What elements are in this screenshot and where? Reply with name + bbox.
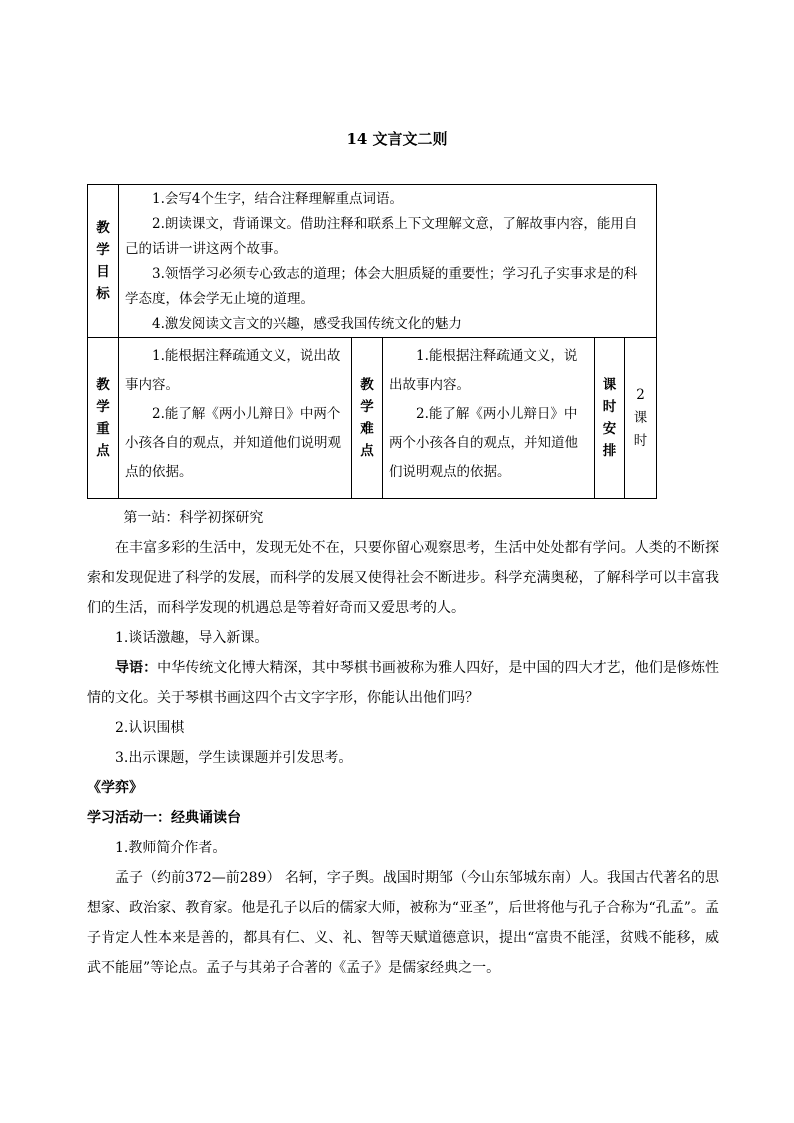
guide-paragraph <box>87 653 719 713</box>
goal-item: 4.激发阅读文言文的兴趣，感受我国传统文化的魅力 <box>152 316 462 332</box>
step-1: 1.谈话激趣，导入新课。 <box>115 630 269 646</box>
guide-text: 中华传统文化博大精深，其中琴棋书画被称为雅人四好，是中国的四大才艺，他们是修炼性情的文化。关于琴棋书画这四个古文字字形，你能认出他们吗？ <box>87 660 720 706</box>
goals-label: 教 学 目 标 <box>88 185 119 338</box>
goal-item: 2.朗读课文，背诵课文。借助注释和联系上下文理解文意，了解故事内容，能用自己的话讲一讲这两个故事。 <box>125 216 638 257</box>
guide-label: 导语： <box>115 660 158 676</box>
schedule-label: 课 时 安 排 <box>595 338 625 499</box>
goal-item: 1.会写4个生字，结合注释理解重点词语。 <box>152 191 403 207</box>
teaching-plan-table <box>87 184 657 499</box>
key-point-item: 1.能根据注释疏通文义，说出故事内容。 <box>125 348 341 393</box>
activity-heading: 学习活动一：经典诵读台 <box>87 810 241 826</box>
key-points-label: 教 学 重 点 <box>88 338 119 499</box>
difficulty-item: 2.能了解《两小儿辩日》中两个小孩各自的观点，并知道他们说明观点的依据。 <box>389 406 578 480</box>
difficulties-label: 教 学 难 点 <box>352 338 383 499</box>
key-point-item: 2.能了解《两小儿辩日》中两个小孩各自的观点，并知道他们说明观点的依据。 <box>125 406 341 480</box>
author-intro: 1.教师简介作者。 <box>115 840 227 856</box>
goal-item: 3.领悟学习必须专心致志的道理；体会大胆质疑的重要性；学习孔子实事求是的科学态度，体会学无止境的道理。 <box>125 266 638 307</box>
station-heading: 第一站：科学初探研究 <box>123 510 264 526</box>
page-title: 14 文言文二则 <box>346 130 448 148</box>
lesson-body <box>87 503 719 983</box>
mencius-paragraph: 孟子（约前372—前289） 名轲，字子舆。战国时期邹（今山东邹城东南）人。我国古代著名的思想家、政治家、教育家。他是孔子以后的儒家大师，被称为“亚圣”，后世将他与孔子合称为“孔孟”。孟子肯定人性本来是善的，都具有仁、义、礼、智等天赋道德意识，提出“富贵不能淫，贫贱不能移，威武不能屈”等论点。孟子与其弟子合著的《孟子》是儒家经典之一。 <box>87 870 719 976</box>
step-2: 2.认识围棋 <box>115 720 185 736</box>
class-hours: 2 课 时 <box>625 338 657 499</box>
step-3: 3.出示课题，学生读课题并引发思考。 <box>115 750 353 766</box>
difficulties <box>383 338 595 499</box>
difficulty-item: 1.能根据注释疏通文义，说出故事内容。 <box>389 348 578 393</box>
teaching-goals <box>119 185 657 338</box>
lesson-title: 《学弈》 <box>87 780 143 796</box>
intro-paragraph: 在丰富多彩的生活中，发现无处不在，只要你留心观察思考，生活中处处都有学问。人类的不断探索和发现促进了科学的发展，而科学的发展又使得社会不断进步。科学充满奥秘，了解科学可以丰富我们的生活，而科学发现的机遇总是等着好奇而又爱思考的人。 <box>87 540 719 616</box>
key-points <box>119 338 352 499</box>
